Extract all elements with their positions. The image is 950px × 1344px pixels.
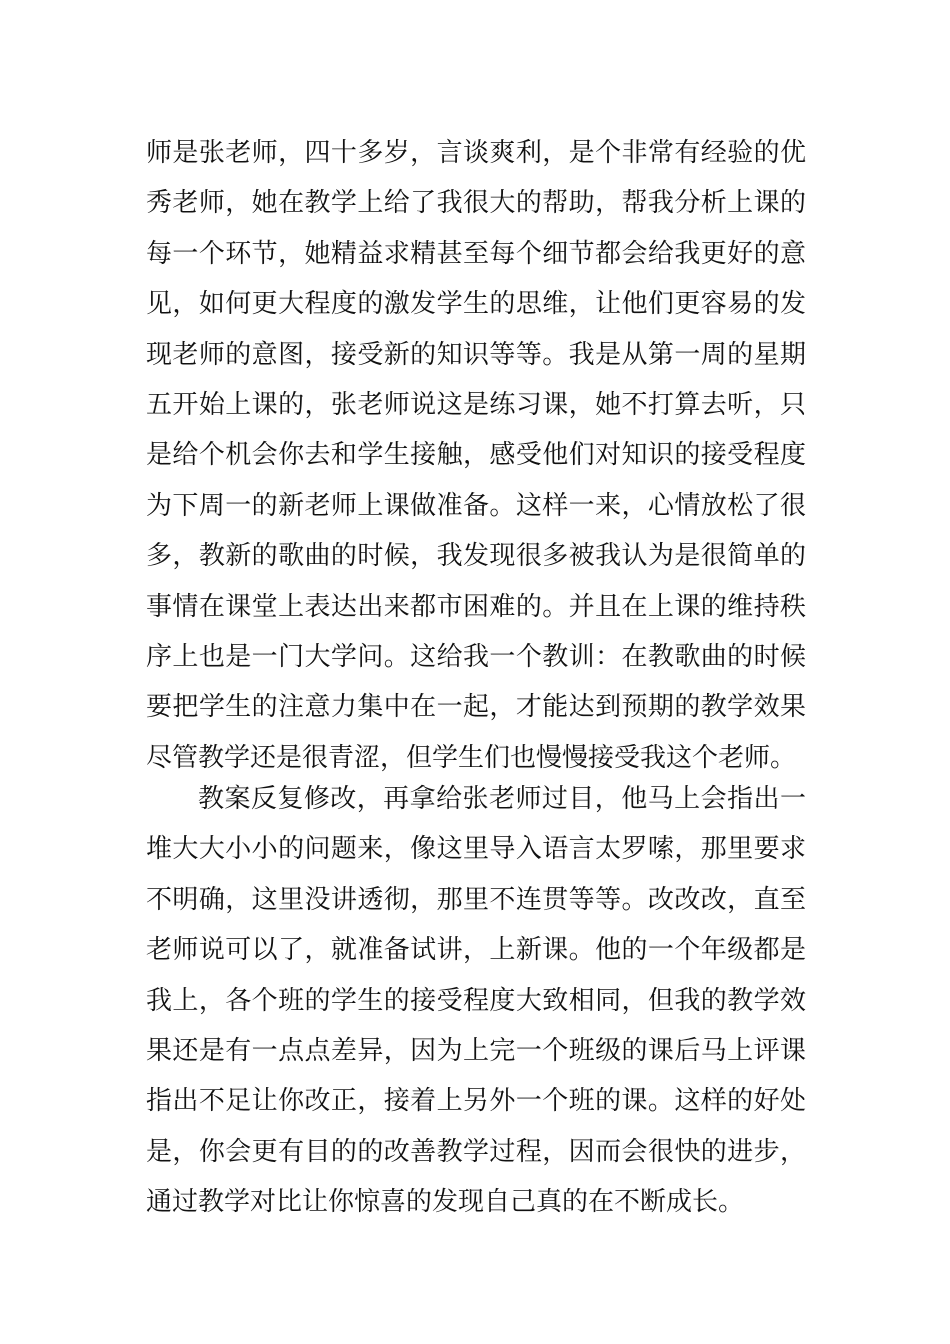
paragraph-line: 老师说可以了，就准备试讲，上新课。他的一个年级都是 [146,935,806,966]
paragraph-line: 为下周一的新老师上课做准备。这样一来，心情放松了很 [146,490,806,521]
paragraph-line: 每一个环节，她精益求精甚至每个细节都会给我更好的意 [146,238,806,269]
paragraph-line: 现老师的意图，接受新的知识等等。我是从第一周的星期 [146,339,806,370]
paragraph-line: 秀老师，她在教学上给了我很大的帮助，帮我分析上课的 [146,188,806,219]
paragraph-line: 我上，各个班的学生的接受程度大致相同，但我的教学效 [146,985,806,1016]
paragraph-line: 事情在课堂上表达出来都市困难的。并且在上课的维持秩 [146,591,806,622]
paragraph-2 [146,774,806,1228]
paragraph-1 [146,128,806,783]
paragraph-line: 五开始上课的，张老师说这是练习课，她不打算去听，只 [146,389,806,420]
paragraph-line: 尽管教学还是很青涩，但学生们也慢慢接受我这个老师。 [146,742,797,773]
paragraph-line: 是给个机会你去和学生接触，感受他们对知识的接受程度 [146,440,806,471]
paragraph-line: 见，如何更大程度的激发学生的思维，让他们更容易的发 [146,289,806,320]
paragraph-line: 是，你会更有目的的改善教学过程，因而会很快的进步， [146,1136,806,1167]
paragraph-line: 教案反复修改，再拿给张老师过目，他马上会指出一 [198,784,806,814]
paragraph-line: 果还是有一点点差异，因为上完一个班级的课后马上评课 [146,1035,806,1066]
paragraph-line: 堆大大小小的问题来，像这里导入语言太罗嗦，那里要求 [146,834,806,865]
paragraph-line: 通过教学对比让你惊喜的发现自己真的在不断成长。 [146,1187,745,1218]
paragraph-line: 指出不足让你改正，接着上另外一个班的课。这样的好处 [146,1086,806,1117]
paragraph-line: 序上也是一门大学问。这给我一个教训：在教歌曲的时候 [146,641,806,672]
paragraph-line: 要把学生的注意力集中在一起，才能达到预期的教学效果 [146,692,806,723]
paragraph-line: 不明确，这里没讲透彻，那里不连贯等等。改改改，直至 [146,884,806,915]
paragraph-line: 师是张老师，四十多岁，言谈爽利，是个非常有经验的优 [146,138,806,168]
paragraph-line: 多，教新的歌曲的时候，我发现很多被我认为是很简单的 [146,541,806,572]
